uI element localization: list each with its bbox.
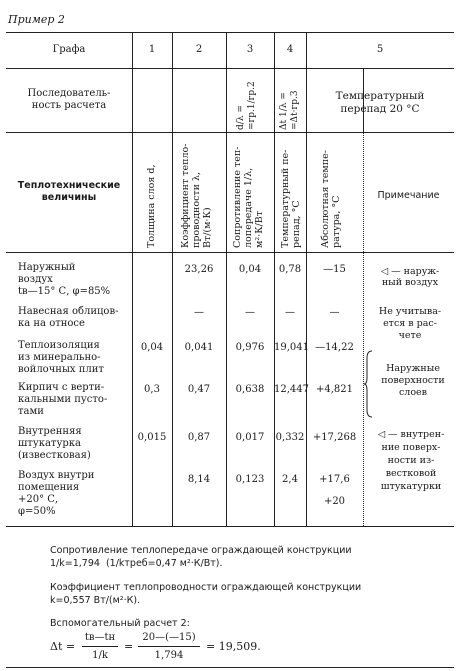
seq-col5: Температурный перепад 20 °С [335, 90, 425, 115]
rule-3 [6, 252, 454, 253]
row2-c2: 0,041 [184, 342, 214, 353]
rule-2 [6, 132, 454, 133]
row-cladding-name: Навесная облицов- ка на относе [18, 306, 119, 329]
table-bottom-rule [6, 526, 454, 527]
note-header: Примечание [377, 190, 440, 201]
row1-c4: — [285, 307, 295, 318]
row1-c3: — [245, 307, 255, 318]
note-inner-surfaces: ◁ — внутрен- ние поверх- ности из- вестковой штукатурки [377, 429, 445, 492]
footer-aux-calc: Вспомогательный расчет 2: [50, 618, 190, 629]
seq-col3: d/λ = =гр.1/гр.2 [236, 81, 257, 130]
row3-c4: 12,447 [274, 384, 309, 395]
row5-c4: 2,4 [282, 474, 298, 485]
row4-c2: 0,87 [187, 432, 211, 443]
row0-c4: 0,78 [278, 264, 302, 275]
row3-c1: 0,3 [144, 384, 160, 395]
col4-header: Температурный пе- репад, °С [280, 149, 302, 248]
note-not-considered: Не учитыва- ется в рас- чете [378, 306, 442, 341]
row0-c5: —15 [323, 264, 346, 275]
col-divider-1 [132, 32, 133, 526]
row4-c3: 0,017 [235, 432, 265, 443]
col-num-5: 5 [376, 44, 384, 55]
row5-c3: 0,123 [235, 474, 265, 485]
row-brick-name: Кирпич с верти- кальными пусто- тами [18, 382, 108, 417]
row5-c5: +17,6 +20 [319, 474, 350, 507]
row2-c4: 19,041 [274, 342, 309, 353]
page-bottom-rule [6, 667, 454, 668]
note-outside-air: ◁ — наруж- ный воздух [380, 266, 440, 288]
rule-1 [6, 68, 454, 69]
col5-header: Абсолютная темпе- ратура, °С [320, 150, 342, 248]
row4-c5: +17,268 [312, 432, 357, 443]
formula-frac1-num: tв—tн [84, 632, 116, 643]
row-indoor-air-name: Воздух внутри помещения +20° С, φ=50% [18, 470, 95, 517]
formula-frac1-den: 1/k [92, 650, 108, 661]
row3-c5: +4,821 [315, 384, 353, 395]
row1-c2: — [194, 307, 204, 318]
footer-resistance: Сопротивление теплопередаче ограждающей конструкции 1/k=1,794 (1/kтреб=0,47 м²·К/Вт). [50, 545, 352, 569]
row3-c2: 0,47 [187, 384, 211, 395]
row0-c2: 23,26 [184, 264, 214, 275]
formula-frac2-den: 1,794 [154, 650, 184, 661]
col-num-1: 1 [148, 44, 156, 55]
quantities-label: Теплотехнические величины [17, 180, 121, 203]
formula-eq: = [124, 640, 134, 653]
formula-frac2-bar [138, 646, 200, 647]
col2-header: Коэффициент тепло- проводности λ, Вт/(м·К) [180, 143, 213, 248]
row2-c3: 0,976 [235, 342, 265, 353]
sequence-label: Последователь- ность расчета [27, 88, 111, 111]
seq-col4: Δt 1/λ = =Δt·гр.3 [279, 90, 300, 130]
col-num-2: 2 [195, 44, 203, 55]
formula-result: = 19,509. [206, 640, 261, 653]
formula-lhs: Δt = [50, 640, 76, 653]
row5-c2: 8,14 [187, 474, 211, 485]
footer-conductivity: Коэффициент теплопроводности ограждающей конструкции k=0,557 Вт/(м²·К). [50, 582, 362, 606]
formula-frac2-num: 20—(—15) [142, 632, 196, 643]
example-title: Пример 2 [8, 13, 65, 26]
row0-c3: 0,04 [238, 264, 262, 275]
col-num-3: 3 [246, 44, 254, 55]
row2-c1: 0,04 [140, 342, 164, 353]
graph-label: Графа [52, 44, 86, 55]
col-num-4: 4 [286, 44, 294, 55]
row1-c5: — [329, 307, 340, 318]
row3-c3: 0,638 [235, 384, 265, 395]
formula-frac1-bar [82, 646, 118, 647]
note-layer-surfaces: Наружные поверхности слоев [381, 363, 445, 398]
row4-c1: 0,015 [137, 432, 167, 443]
row-insulation-name: Теплоизоляция из минерально- войлочных плит [18, 340, 104, 375]
row2-c5: —14,22 [315, 342, 354, 353]
row4-c4: 0,332 [275, 432, 305, 443]
row-outside-air-name: Наружный воздух tв—15° С, φ=85% [18, 262, 111, 297]
col-divider-2 [172, 32, 173, 526]
table-top-rule [6, 32, 454, 33]
col-divider-3 [226, 32, 227, 526]
col-divider-4 [274, 32, 275, 526]
row-plaster-name: Внутренняя штукатурка (известковая) [18, 426, 91, 461]
col1-header: Толщина слоя d, [146, 164, 157, 248]
col3-header: Сопротивление теп- лопередаче 1/λ, м²·К/Вт [232, 146, 265, 248]
